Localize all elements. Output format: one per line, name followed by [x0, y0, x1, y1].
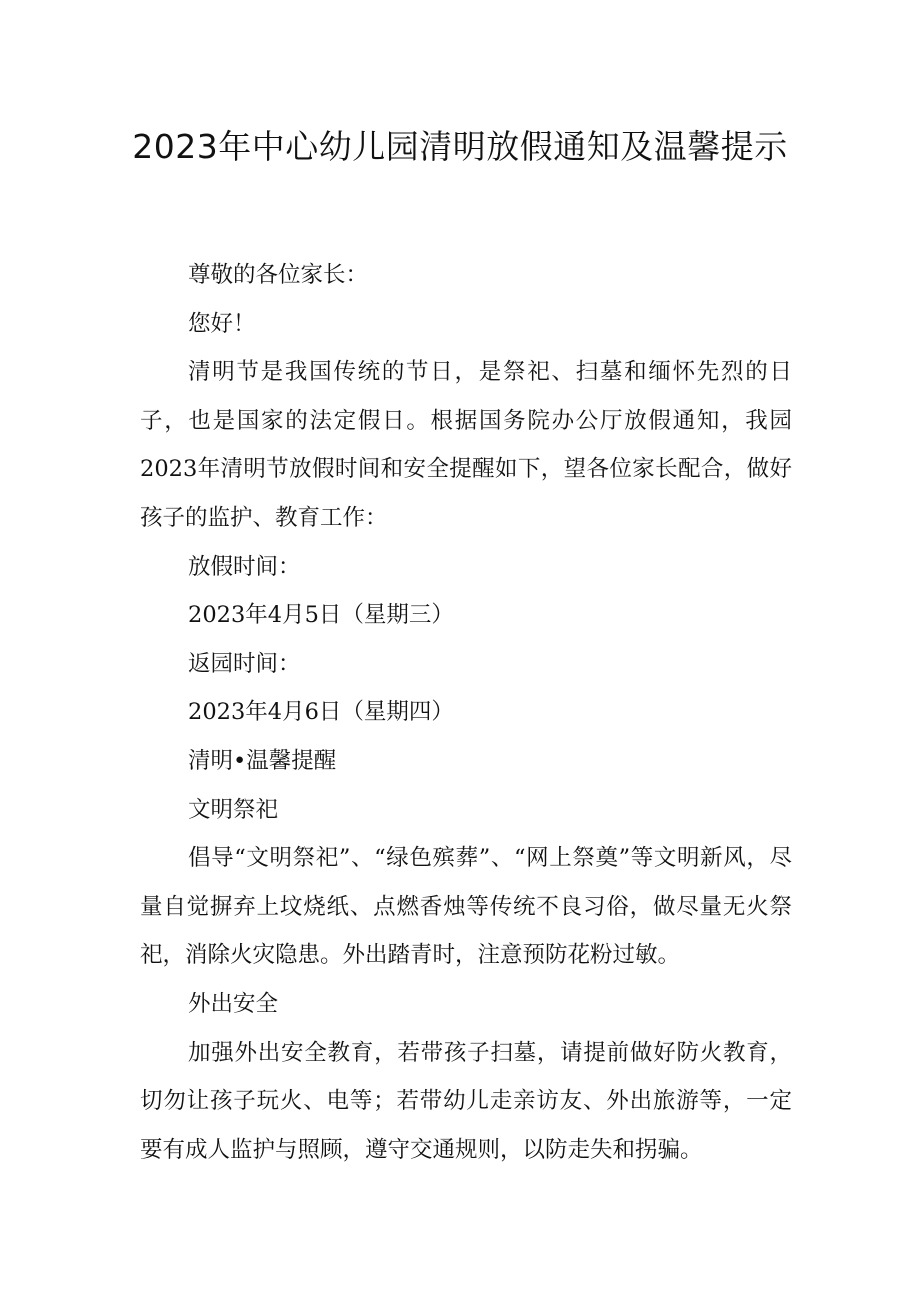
outing-safety-paragraph: 加强外出安全教育，若带孩子扫墓，请提前做好防火教育，切勿让孩子玩火、电等；若带幼儿走亲访友、外出旅游等，一定要有成人监护与照顾，遵守交通规则，以防走失和拐骗。	[140, 1039, 792, 1163]
return-date: 2023年4月6日（星期四）	[188, 699, 454, 726]
civilized-worship-paragraph: 倡导“文明祭祀”、“绿色殡葬”、“网上祭奠”等文明新风，尽量自觉摒弃上坟烧纸、点燃香烛等传统不良习俗，做尽量无火祭祀，消除火灾隐患。外出踏青时，注意预防花粉过敏。	[140, 845, 792, 969]
return-time-label: 返园时间：	[188, 650, 301, 677]
tips-heading: 清明•温馨提醒	[188, 747, 337, 774]
holiday-time-label: 放假时间：	[188, 553, 301, 580]
greeting: 您好！	[188, 310, 256, 337]
outing-safety-heading: 外出安全	[188, 990, 279, 1017]
document-title: 2023年中心幼儿园清明放假通知及温馨提示	[132, 127, 788, 166]
document-body	[140, 251, 792, 1174]
salutation: 尊敬的各位家长：	[188, 262, 369, 288]
intro-paragraph: 清明节是我国传统的节日，是祭祀、扫墓和缅怀先烈的日子，也是国家的法定假日。根据国务院办公厅放假通知，我园2023年清明节放假时间和安全提醒如下，望各位家长配合，做好孩子的监护、教育工作：	[140, 359, 792, 531]
civilized-worship-heading: 文明祭祀	[188, 796, 279, 823]
holiday-date: 2023年4月5日（星期三）	[188, 602, 454, 629]
